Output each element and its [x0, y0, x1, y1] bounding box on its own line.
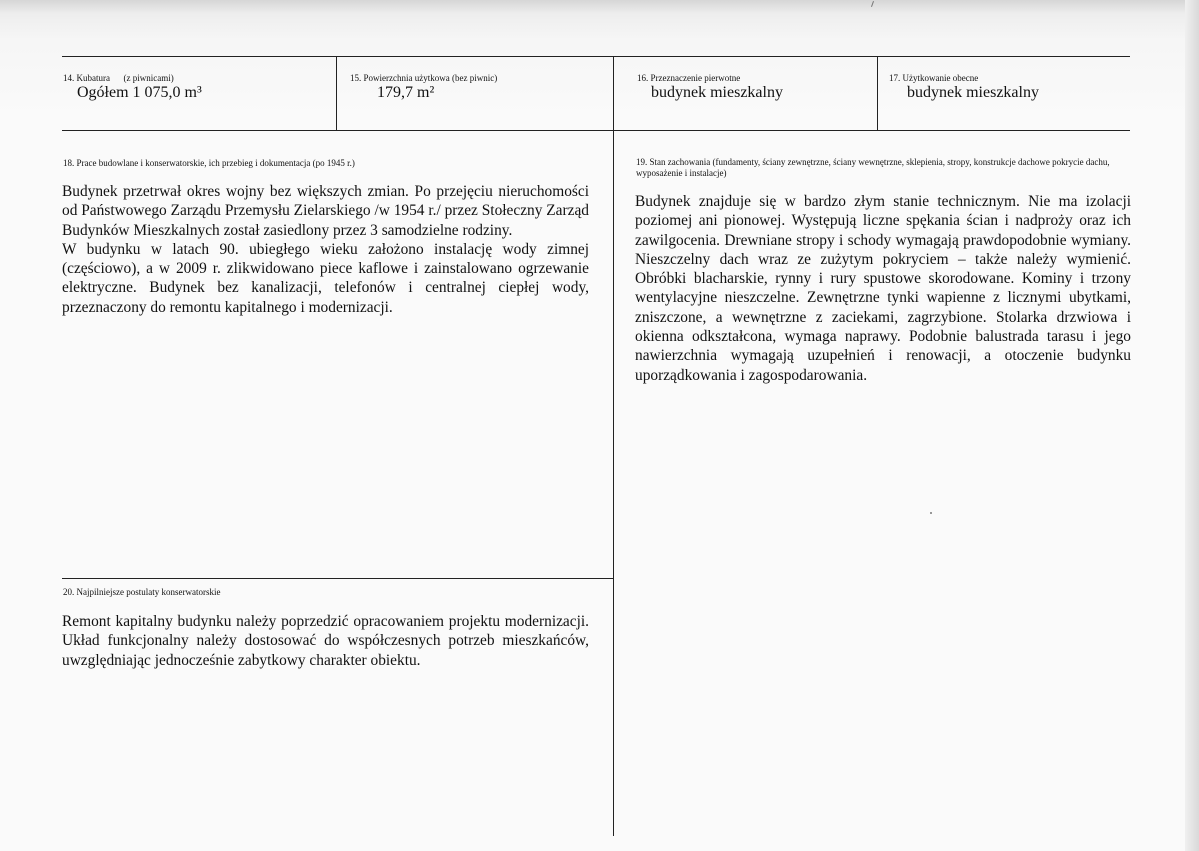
field-17-label: 17. Użytkowanie obecne — [889, 73, 979, 83]
top-row-upper-rule — [62, 56, 1130, 57]
field-15-label: 15. Powierzchnia użytkowa (bez piwnic) — [350, 73, 498, 83]
field-19-label: 19. Stan zachowania (fundamenty, ściany zewnętrzne, ściany wewnętrzne, sklepienia, stropy, konstrukcje dachowe pokrycie dachu, wyposażenie i instalacje) — [636, 157, 1110, 178]
field-14-value: Ogółem 1 075,0 m³ — [77, 84, 202, 101]
section-20-rule — [62, 578, 613, 579]
scan-right-edge-shadow — [1185, 0, 1199, 851]
field-17-value: budynek mieszkalny — [907, 84, 1039, 101]
field-18-paragraph-2: W budynku w latach 90. ubiegłego wieku założono instalację wody zimnej (częściowo), a w 2009 r. zlikwidowano piece kaflowe i zainstalowano ogrzewanie elektryczne. Budynek bez kanalizacji, telefonów i centralnej ciepłej wody, przeznaczony do remontu kapitalnego i modernizacji. — [62, 240, 589, 316]
scan-speck — [930, 512, 932, 514]
field-16-label: 16. Przeznaczenie pierwotne — [637, 73, 741, 83]
field-18-label: 18. Prace budowlane i konserwatorskie, ich przebieg i dokumentacja (po 1945 r.) — [63, 158, 355, 168]
field-19-text: Budynek znajduje się w bardzo złym stanie technicznym. Nie ma izolacji poziomej ani pionowej. Występują liczne spękania ścian i nadproży oraz ich zawilgocenia. Drewniane stropy i schody wymagają prawdopodobnie wymiany. Nieszczelny dach wraz ze zużytym pokryciem – także należy wymienić. Obróbki blacharskie, rynny i rury spustowe skorodowane. Kominy i trzony wentylacyjne nieszczelne. Zewnętrzne tynki wapienne z licznymi ubytkami, zniszczone, a wewnętrzne z zaciekami, zagrzybione. Stolarka drzwiowa i okienna odkształcona, wymaga naprawy. Podobnie balustrada tarasu i jego nawierzchnia wymagają uzupełnień i renowacji, a otoczenie budynku uporządkowania i zagospodarowania. — [635, 193, 1131, 384]
field-18-paragraph-1: Budynek przetrwał okres wojny bez większych zmian. Po przejęciu nieruchomości od Państwowego Zarządu Przemysłu Zielarskiego /w 1954 r./ przez Stołeczny Zarząd Budynków Mieszkalnych został zasiedlony przez 3 samodzielne rodziny. — [62, 183, 589, 239]
field-18-text — [62, 182, 589, 317]
divider-15-16 — [613, 56, 614, 131]
main-column-divider — [613, 131, 614, 836]
field-20-label: 20. Najpilniejsze postulaty konserwatorskie — [63, 587, 221, 597]
scan-top-edge-shadow — [0, 0, 1199, 14]
field-16-value: budynek mieszkalny — [651, 84, 783, 101]
field-14-label: 14. Kubatura (z piwnicami) — [63, 73, 174, 83]
top-row-lower-rule — [62, 130, 1130, 131]
divider-16-17 — [877, 56, 878, 131]
field-14-label-note: (z piwnicami) — [123, 73, 174, 83]
field-20-text: Remont kapitalny budynku należy poprzedzić opracowaniem projektu modernizacji. Układ funkcjonalny należy dostosować do współczesnych potrzeb mieszkańców, uwzględniając jednocześnie zabytkowy charakter obiektu. — [62, 613, 589, 669]
field-15-value: 179,7 m² — [377, 84, 435, 101]
divider-14-15 — [336, 56, 337, 131]
